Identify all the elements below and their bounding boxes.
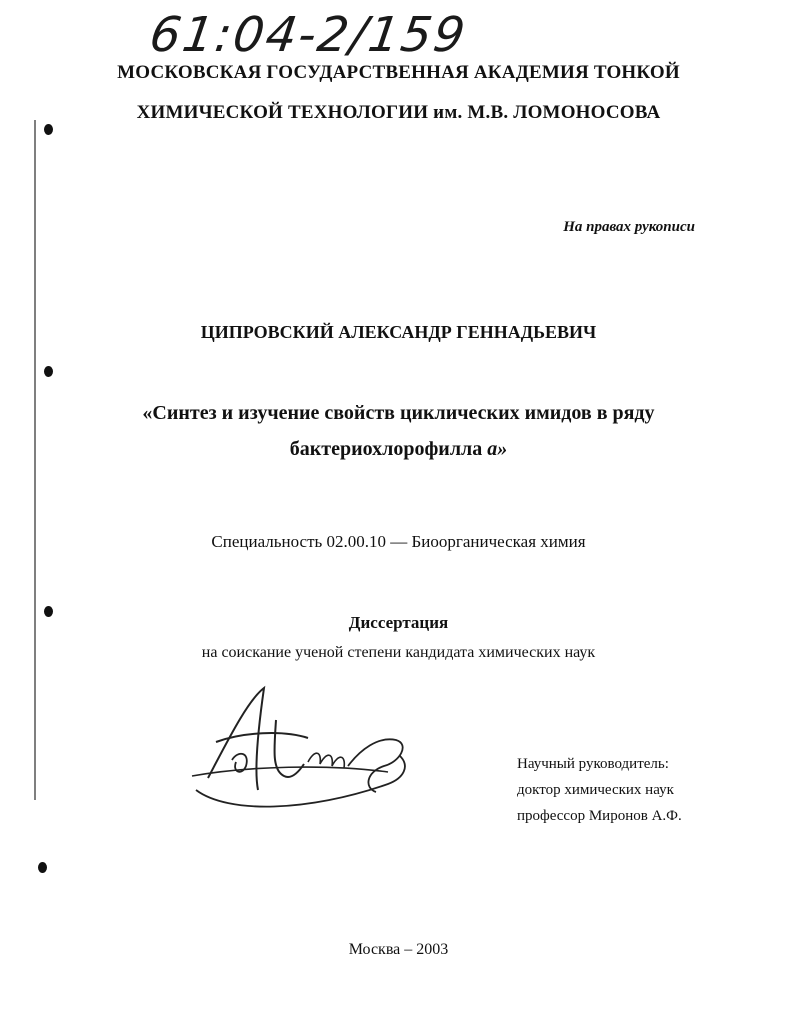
archive-number-handwritten: 61:04-2/159	[146, 7, 471, 63]
author-name: ЦИПРОВСКИЙ АЛЕКСАНДР ГЕННАДЬЕВИЧ	[200, 322, 597, 342]
advisor-line-2: доктор химических наук	[517, 782, 674, 798]
city-year: Москва – 2003	[348, 941, 449, 958]
specialty: Специальность 02.00.10 — Биоорганическая химия	[211, 532, 586, 551]
signature	[188, 680, 418, 820]
title-line-2-text: бактериохлорофилла	[289, 438, 488, 460]
manuscript-rights-note: На правах рукописи	[563, 219, 695, 235]
institution-line-1: МОСКОВСКАЯ ГОСУДАРСТВЕННАЯ АКАДЕМИЯ ТОНКОЙ	[117, 62, 680, 83]
title-line-2-italic: а»	[487, 438, 508, 460]
scientific-advisor	[517, 751, 682, 829]
binding-hole-mark	[38, 862, 47, 873]
institution-line-2: ХИМИЧЕСКОЙ ТЕХНОЛОГИИ им. М.В. ЛОМОНОСОВА	[136, 102, 661, 123]
binding-hole-mark	[44, 124, 53, 135]
dissertation-label: Диссертация	[348, 613, 449, 632]
dissertation-degree: на соискание ученой степени кандидата химических наук	[201, 644, 596, 661]
binding-hole-mark	[44, 366, 53, 377]
advisor-line-3: профессор Миронов А.Ф.	[517, 808, 682, 824]
dissertation-title-line-2	[0, 438, 797, 461]
dissertation-title-line-1: «Синтез и изучение свойств циклических имидов в ряду	[142, 402, 655, 424]
advisor-line-1: Научный руководитель:	[517, 756, 669, 772]
